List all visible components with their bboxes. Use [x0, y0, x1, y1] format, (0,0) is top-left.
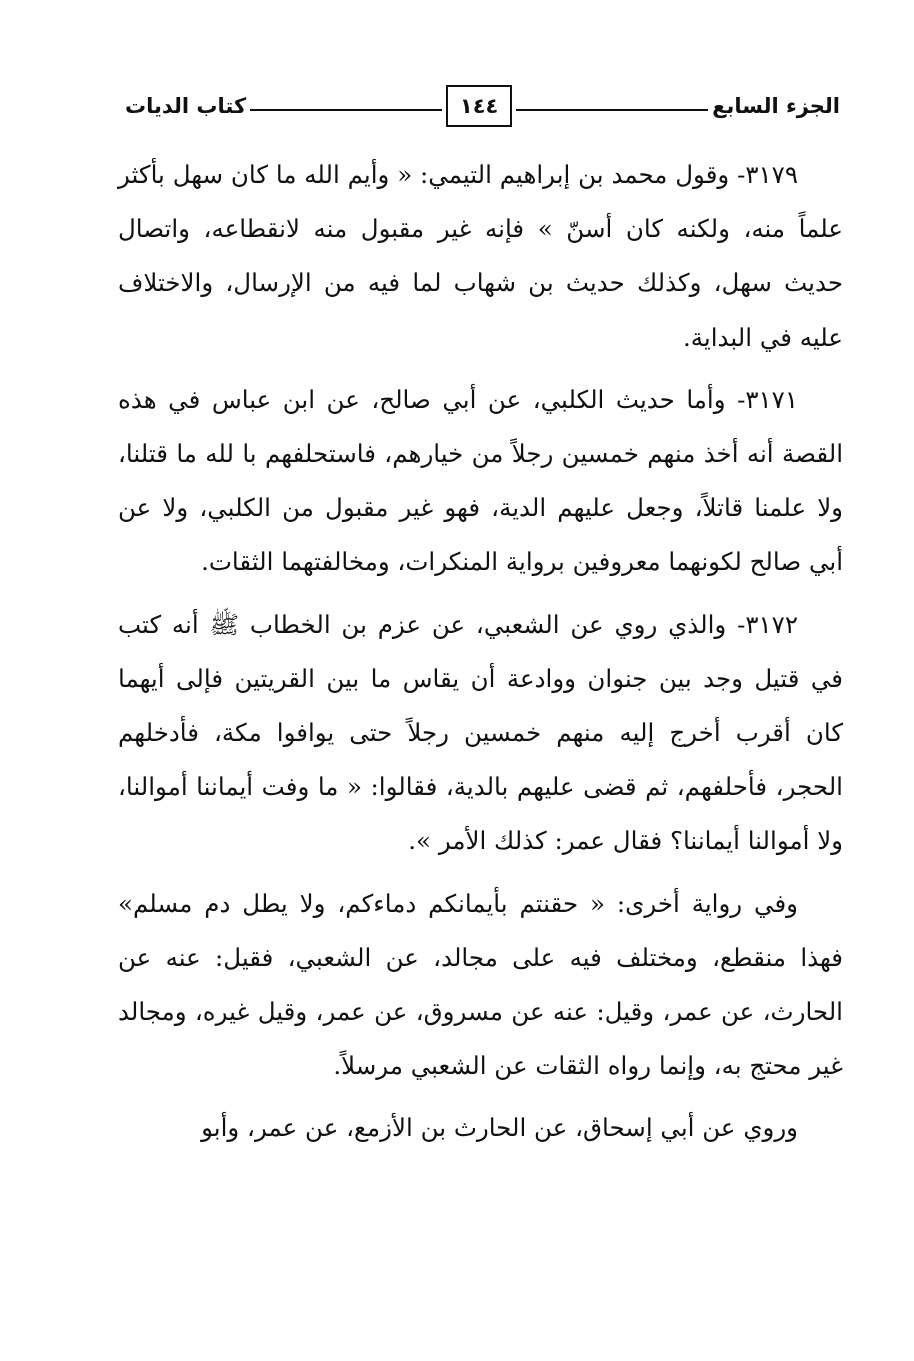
body-text	[118, 148, 843, 1156]
paragraph-abu-ishaq: وروي عن أبي إسحاق، عن الحارث بن الأزمع، عن عمر، وأبو	[201, 1113, 798, 1143]
book-title-label: كتاب الديات	[125, 94, 247, 118]
paragraph-3179: ٣١٧٩- وقول محمد بن إبراهيم التيمي: « وأيم الله ما كان سهل بأكثر علماً منه، ولكنه كان أسنّ » فإنه غير مقبول منه لانقطاعه، واتصال حديث سهل، وكذلك حديث بن شهاب لما فيه من الإرسال، والاختلاف عليه في البداية.	[118, 160, 843, 352]
paragraph-3171: ٣١٧١- وأما حديث الكلبي، عن أبي صالح، عن ابن عباس في هذه القصة أنه أخذ منهم خمسين رجلاً من خيارهم، فاستحلفهم با لله ما قتلنا، ولا علمنا قاتلاً، وجعل عليهم الدية، فهو غير مقبول من الكلبي، ولا عن أبي صالح لكونهما معروفين برواية المنكرات، ومخالفتهما الثقات.	[118, 384, 843, 577]
page-number-box: ١٤٤	[446, 85, 512, 127]
header-rule-left	[250, 109, 442, 111]
paragraph-other-narration: وفي رواية أخرى: « حقنتم بأيمانكم دماءكم، ولا يطل دم مسلم» فهذا منقطع، ومختلف فيه على مجالد، عن الشعبي، فقيل: عنه عن الحارث، عن عمر، وقيل: عنه عن مسروق، عن عمر، وقيل غيره، ومجالد غير محتج به، وإنما رواه الثقات عن الشعبي مرسلاً.	[118, 888, 843, 1081]
running-header	[125, 80, 840, 132]
paragraph-3172: ٣١٧٢- والذي روي عن الشعبي، عن عزم بن الخطاب ﷺ أنه كتب في قتيل وجد بين جنوان ووادعة أن يقاس ما بين القريتين فإلى أيهما كان أقرب أخرج إليه منهم خمسين رجلاً حتى يوافوا مكة، فأدخلهم الحجر، فأحلفهم، ثم قضى عليهم بالدية، فقالوا: « ما وفت أيماننا أموالنا، ولا أموالنا أيماننا؟ فقال عمر: كذلك الأمر ».	[118, 609, 843, 856]
header-rule-right	[516, 109, 708, 111]
volume-part-label: الجزء السابع	[712, 94, 840, 118]
